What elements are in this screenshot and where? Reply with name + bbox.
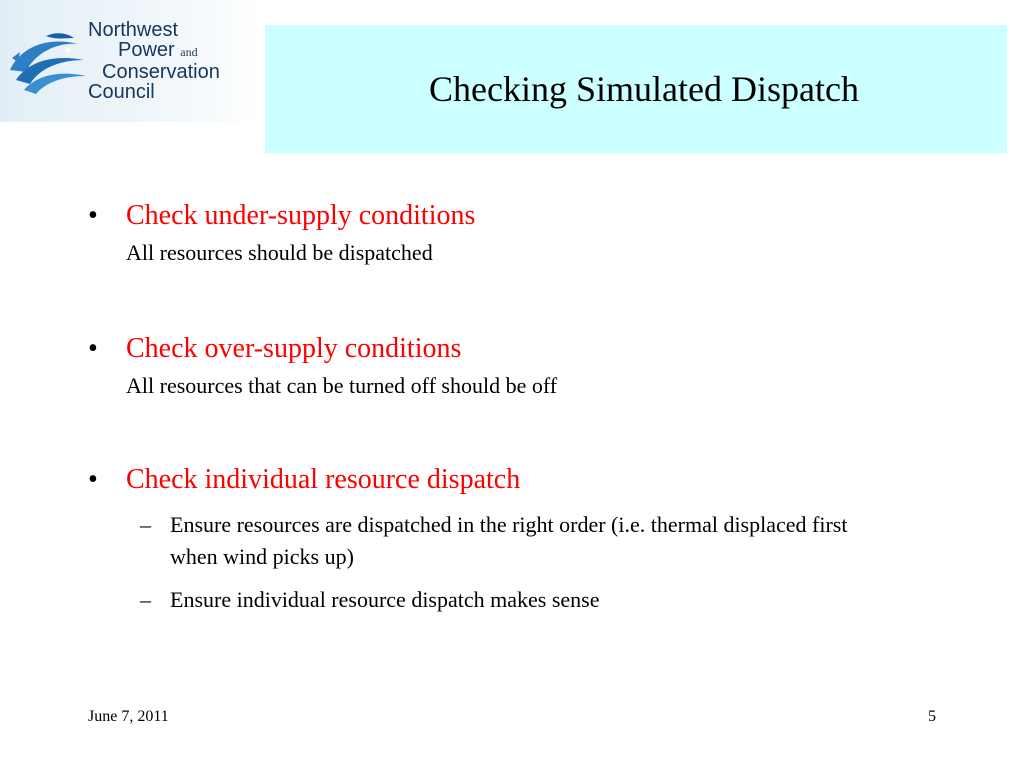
- dash-marker: –: [140, 512, 151, 537]
- bullet-dot: •: [88, 333, 98, 364]
- logo-line-1: Northwest: [88, 19, 179, 41]
- bullet-over-supply: [88, 333, 461, 365]
- bullet-subtext: All resources should be dispatched: [126, 240, 433, 265]
- fish-wave-logo-icon: [6, 28, 88, 100]
- bullet-heading: Check over-supply conditions: [126, 333, 462, 364]
- bullet-dot: •: [88, 464, 98, 495]
- council-logo: [0, 0, 262, 122]
- logo-and: and: [180, 45, 198, 59]
- dash-marker: –: [140, 587, 151, 612]
- logo-wordmark: [88, 20, 220, 102]
- title-banner: [265, 25, 1007, 153]
- sub-bullet-text: Ensure resources are dispatched in the right order (i.e. thermal displaced first when wind picks up): [170, 512, 848, 569]
- sub-bullet-text: Ensure individual resource dispatch makes sense: [170, 587, 600, 612]
- slide-title: Checking Simulated Dispatch: [429, 69, 859, 109]
- page-number: 5: [928, 708, 936, 725]
- footer-date: June 7, 2011: [88, 708, 169, 725]
- bullet-heading: Check individual resource dispatch: [126, 464, 521, 495]
- bullet-under-supply: [88, 200, 475, 232]
- logo-line-4: Council: [88, 81, 155, 103]
- bullet-dot: •: [88, 200, 98, 231]
- sub-bullet-order: [140, 509, 900, 573]
- logo-line-3: Conservation: [102, 61, 220, 83]
- logo-line-2: Power: [118, 39, 175, 61]
- bullet-individual-dispatch: [88, 464, 520, 496]
- sub-bullet-sense: [140, 584, 900, 616]
- bullet-heading: Check under-supply conditions: [126, 200, 476, 231]
- bullet-subtext: All resources that can be turned off should be off: [126, 373, 558, 398]
